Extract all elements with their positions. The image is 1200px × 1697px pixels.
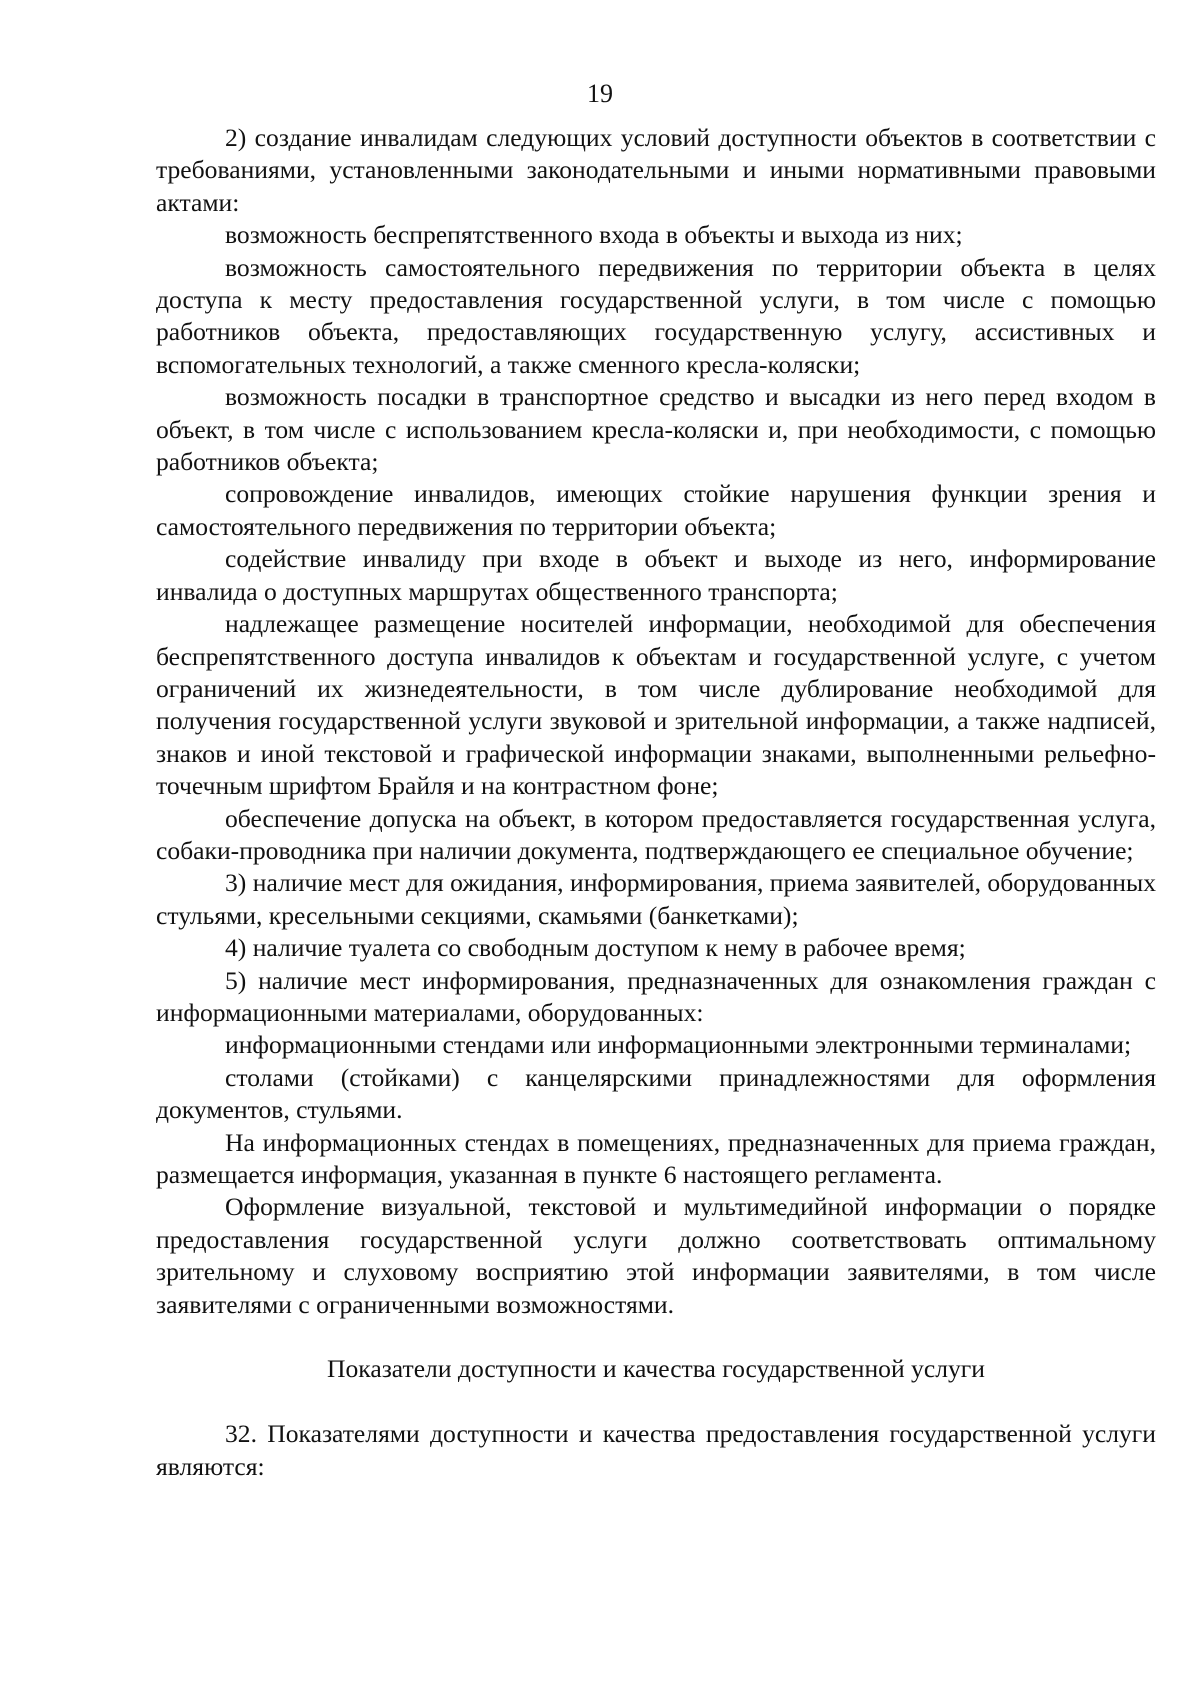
paragraph-information-carriers: надлежащее размещение носителей информации, необходимой для обеспечения беспрепятственного доступа инвалидов к объектам и государственной услуге, с учетом ограничений их жизнедеятельности, в том числе дублирование необходимой для получения государственной услуги звуковой и зрительной информации, а также надписей, знаков и иной текстовой и графической информации знаками, выполненными рельефно-точечным шрифтом Брайля и на контрастном фоне; [156,609,1156,801]
paragraph-escort-visually-impaired: сопровождение инвалидов, имеющих стойкие нарушения функции зрения и самостоятельного передвижения по территории объекта; [156,479,1156,541]
paragraph-independent-movement: возможность самостоятельного передвижения по территории объекта в целях доступа к месту предоставления государственной услуги, в том числе с помощью работников объекта, предоставляющих государственную услугу, ассистивных и вспомогательных технологий, а также сменного кресла-коляски; [156,252,1156,379]
paragraph-item-4-toilet: 4) наличие туалета со свободным доступом к нему в рабочее время; [225,933,966,963]
paragraph-item-5-information-places: 5) наличие мест информирования, предназначенных для ознакомления граждан с информационными материалами, оборудованных: [156,965,1156,1027]
paragraph-stand-information: На информационных стендах в помещениях, предназначенных для приема граждан, размещается информация, указанная в пункте 6 настоящего регламента. [156,1127,1156,1189]
section-spacer-bottom [156,1386,1156,1418]
paragraph-information-stands: информационными стендами или информационными электронными терминалами; [225,1030,1132,1060]
document-body [156,122,1156,1483]
paragraph-tables-stationery: столами (стойками) с канцелярскими принадлежностями для оформления документов, стульями. [156,1062,1156,1125]
paragraph-entry-assistance: содействие инвалиду при входе в объект и выходе из него, информирование инвалида о доступных маршрутах общественного транспорта; [156,544,1156,606]
page-number: 19 [587,79,613,108]
section-spacer-top [156,1321,1156,1353]
paragraph-item-3-waiting-places: 3) наличие мест для ожидания, информирования, приема заявителей, оборудованных стульями, кресельными секциями, скамьями (банкетками); [156,868,1156,930]
paragraph-information-design: Оформление визуальной, текстовой и мультимедийной информации о порядке предоставления государственной услуги должно соответствовать оптимальному зрительному и слуховому восприятию этой информации заявителями, в том числе заявителями с ограниченными возможностями. [156,1192,1156,1319]
paragraph-item-32-indicators: 32. Показателями доступности и качества предоставления государственной услуги являются: [156,1419,1156,1481]
section-heading: Показатели доступности и качества государственной услуги [327,1354,985,1384]
paragraph-vehicle-boarding: возможность посадки в транспортное средство и высадки из него перед входом в объект, в том числе с использованием кресла-коляски и, при необходимости, с помощью работников объекта; [156,382,1156,477]
paragraph-item-2-accessibility-conditions: 2) создание инвалидам следующих условий доступности объектов в соответствии с требованиями, установленными законодательными и иными нормативными правовыми актами: [156,123,1156,217]
paragraph-unobstructed-entry: возможность беспрепятственного входа в объекты и выхода из них; [225,220,963,250]
paragraph-guide-dog-admission: обеспечение допуска на объект, в котором предоставляется государственная услуга, собаки-проводника при наличии документа, подтверждающего ее специальное обучение; [156,803,1156,865]
